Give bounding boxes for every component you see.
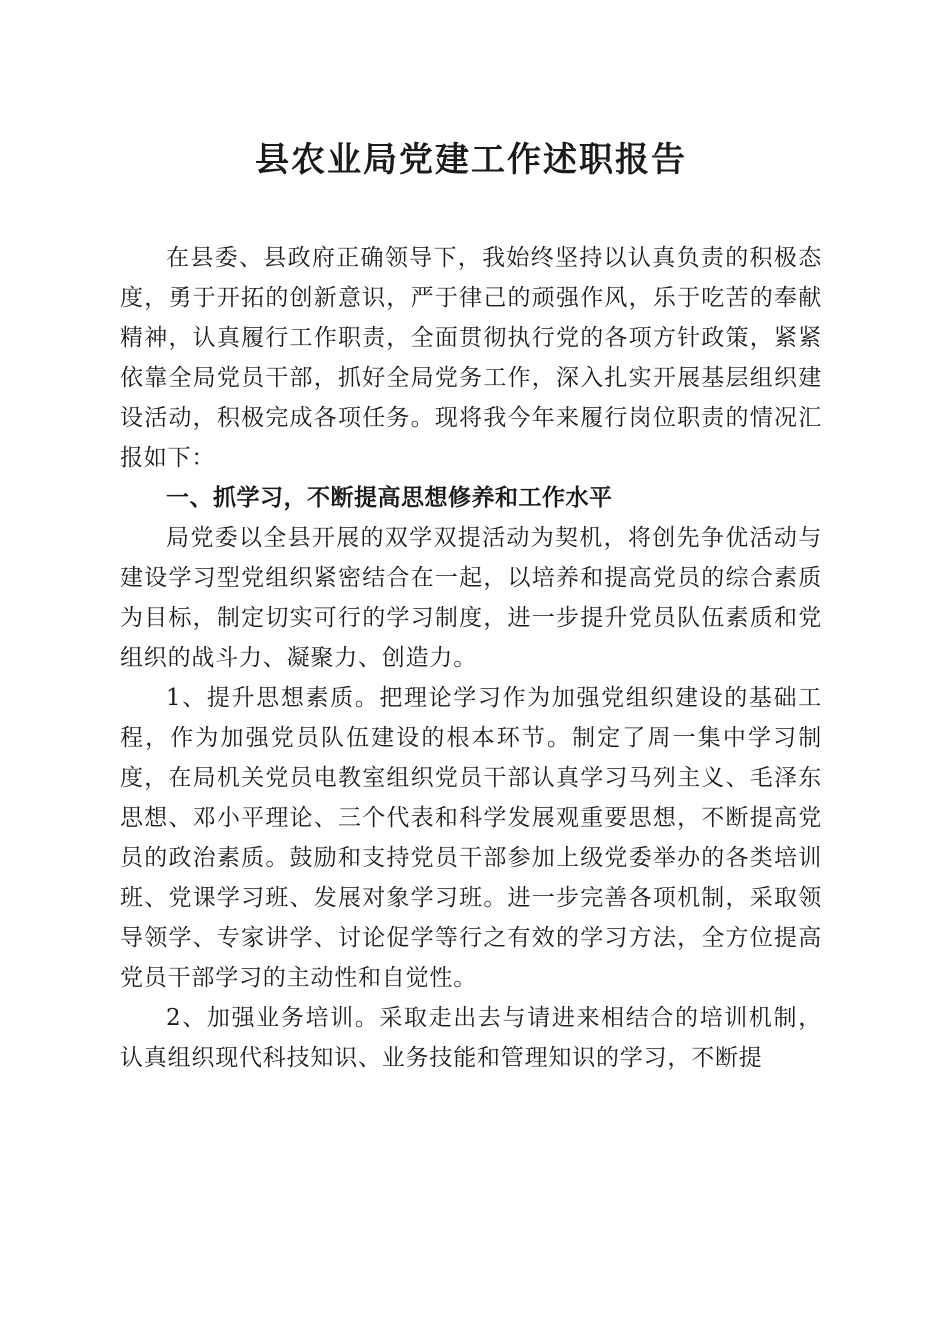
item-2-paragraph: 2、加强业务培训。采取走出去与请进来相结合的培训机制，认真组织现代科技知识、业务技能和管理知识的学习，不断提 [120,1005,822,1071]
intro-paragraph: 在县委、县政府正确领导下，我始终坚持以认真负责的积极态度，勇于开拓的创新意识，严于律己的顽强作风，乐于吃苦的奉献精神，认真履行工作职责，全面贯彻执行党的各项方针政策，紧紧依靠全局党员干部，抓好全局党务工作，深入扎实开展基层组织建设活动，积极完成各项任务。现将我今年来履行岗位职责的情况汇报如下： [120,245,822,471]
document-body [120,238,822,1078]
document-title: 县农业局党建工作述职报告 [255,140,687,180]
section-heading-1: 一、抓学习，不断提高思想修养和工作水平 [166,485,613,511]
section-1-paragraph: 局党委以全县开展的双学双提活动为契机，将创先争优活动与建设学习型党组织紧密结合在一起，以培养和提高党员的综合素质为目标，制定切实可行的学习制度，进一步提升党员队伍素质和党组织的战斗力、凝聚力、创造力。 [120,525,822,671]
item-1-paragraph: 1、提升思想素质。把理论学习作为加强党组织建设的基础工程，作为加强党员队伍建设的根本环节。制定了周一集中学习制度，在局机关党员电教室组织党员干部认真学习马列主义、毛泽东思想、邓小平理论、三个代表和科学发展观重要思想，不断提高党员的政治素质。鼓励和支持党员干部参加上级党委举办的各类培训班、党课学习班、发展对象学习班。进一步完善各项机制，采取领导领学、专家讲学、讨论促学等行之有效的学习方法，全方位提高党员干部学习的主动性和自觉性。 [120,685,822,991]
